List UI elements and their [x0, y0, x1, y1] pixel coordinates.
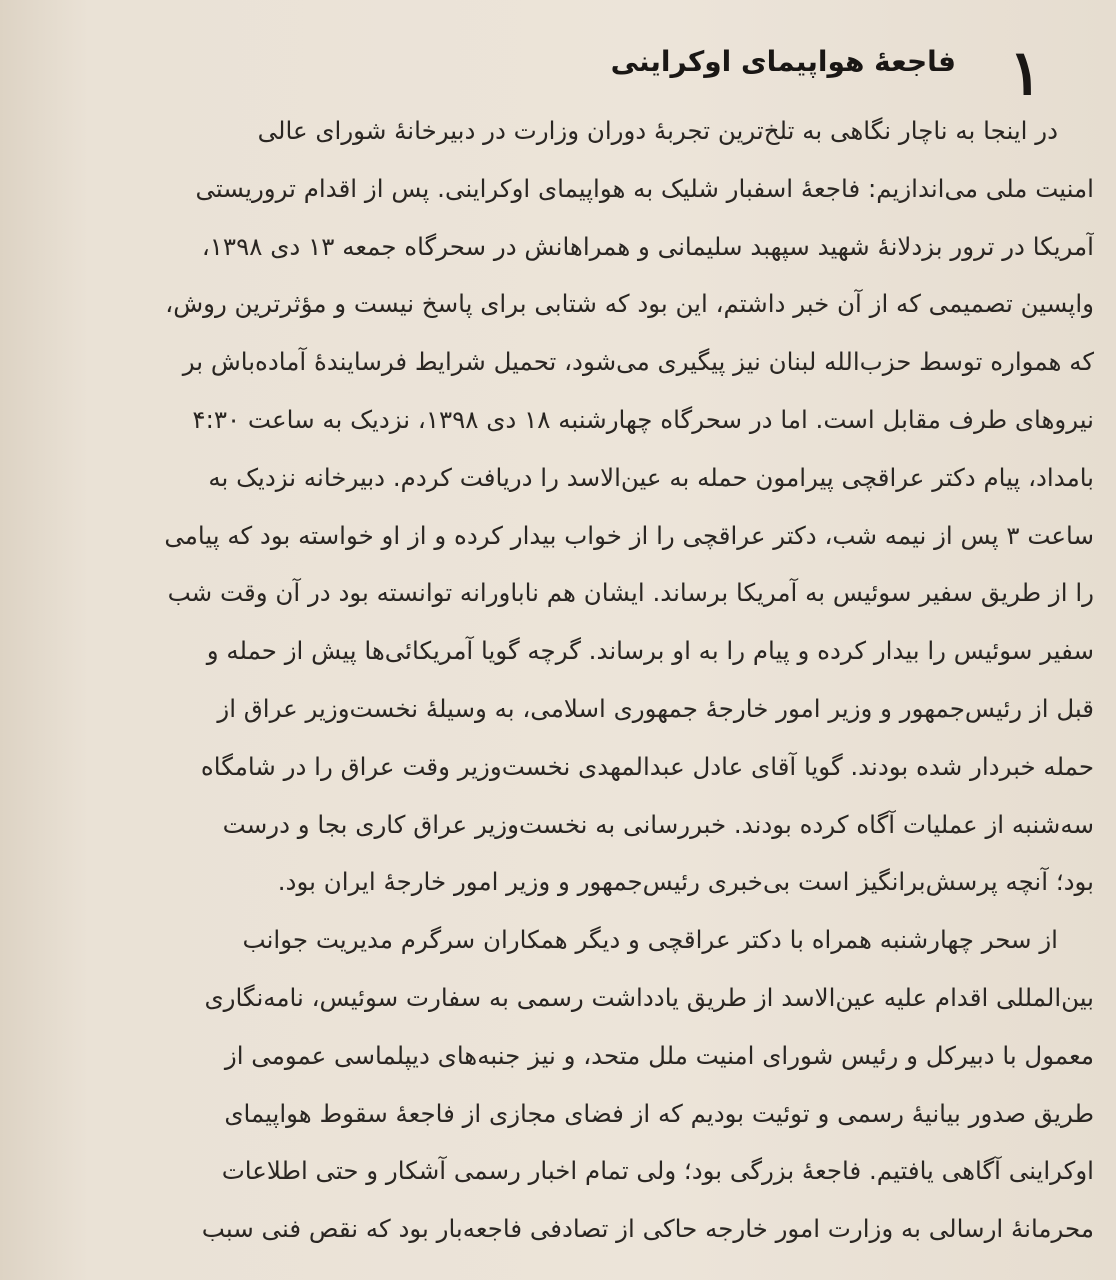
- text-line: واپسین تصمیمی که از آن خبر داشتم، این بود که شتابی برای پاسخ نیست و مؤثرترین روش،: [165, 289, 1094, 319]
- text-line: بود؛ آنچه پرسش‌برانگیز است بی‌خبری رئیس‌جمهور و وزیر امور خارجهٔ ایران بود.: [277, 867, 1094, 897]
- text-line: محرمانهٔ ارسالی به وزارت امور خارجه حاکی از تصادفی فاجعه‌بار بود که نقص فنی سبب: [201, 1214, 1094, 1244]
- text-line: سفیر سوئیس را بیدار کرده و پیام را به او برساند. گرچه گویا آمریکائی‌ها پیش از حمله و: [206, 636, 1094, 666]
- text-line: امنیت ملی می‌اندازیم: فاجعهٔ اسفبار شلیک به هواپیمای اوکراینی. پس از اقدام تروریستی: [195, 173, 1094, 203]
- text-line: معمول با دبیرکل و رئیس شورای امنیت ملل متحد، و نیز جنبه‌های دیپلماسی عمومی از: [224, 1040, 1094, 1070]
- chapter-number: ۱: [1008, 36, 1042, 109]
- chapter-title: فاجعهٔ هواپیمای اوکراینی: [610, 45, 956, 78]
- text-line: آمریکا در ترور بزدلانهٔ شهید سپهبد سلیمانی و همراهانش در سحرگاه جمعه ۱۳ دی ۱۳۹۸،: [201, 231, 1094, 261]
- text-line: از سحر چهارشنبه همراه با دکتر عراقچی و دیگر همکاران سرگرم مدیریت جوانب: [242, 925, 1058, 955]
- body-text: [34, 102, 1094, 1258]
- text-line: که همواره توسط حزب‌الله لبنان نیز پیگیری می‌شود، تحمیل شرایط فرسایندهٔ آماده‌باش بر: [182, 347, 1094, 377]
- text-line: نیروهای طرف مقابل است. اما در سحرگاه چهارشنبه ۱۸ دی ۱۳۹۸، نزدیک به ساعت ۴:۳۰: [192, 404, 1094, 434]
- text-line: حمله خبردار شده بودند. گویا آقای عادل عبدالمهدی نخست‌وزیر وقت عراق را در شامگاه: [200, 751, 1094, 781]
- text-line: طریق صدور بیانیهٔ رسمی و توئیت بودیم که از فضای مجازی از فاجعهٔ سقوط هواپیمای: [224, 1098, 1094, 1128]
- text-line: قبل از رئیس‌جمهور و وزیر امور خارجهٔ جمهوری اسلامی، به وسیلهٔ نخست‌وزیر عراق از: [217, 693, 1094, 723]
- text-line: اوکراینی آگاهی یافتیم. فاجعهٔ بزرگی بود؛ ولی تمام اخبار رسمی آشکار و حتی اطلاعات: [221, 1156, 1094, 1186]
- text-line: در اینجا به ناچار نگاهی به تلخ‌ترین تجربهٔ دوران وزارت در دبیرخانهٔ شورای عالی: [257, 116, 1058, 145]
- text-line: بین‌المللی اقدام علیه عین‌الاسد از طریق یادداشت رسمی به سفارت سوئیس، نامه‌نگاری: [204, 982, 1094, 1012]
- text-line: سه‌شنبه از عملیات آگاه کرده بودند. خبررسانی به نخست‌وزیر عراق کاری بجا و درست: [222, 809, 1094, 839]
- text-line: بامداد، پیام دکتر عراقچی پیرامون حمله به عین‌الاسد را دریافت کردم. دبیرخانه نزدیک به: [208, 462, 1094, 492]
- text-line: ساعت ۳ پس از نیمه شب، دکتر عراقچی را از خواب بیدار کرده و از او خواسته بود که پیامی: [164, 520, 1094, 550]
- text-line: را از طریق سفیر سوئیس به آمریکا برساند. ایشان هم ناباورانه توانسته بود در آن وقت شب: [167, 578, 1094, 608]
- paragraph-1: [34, 102, 1094, 911]
- paragraph-2: [34, 911, 1094, 1258]
